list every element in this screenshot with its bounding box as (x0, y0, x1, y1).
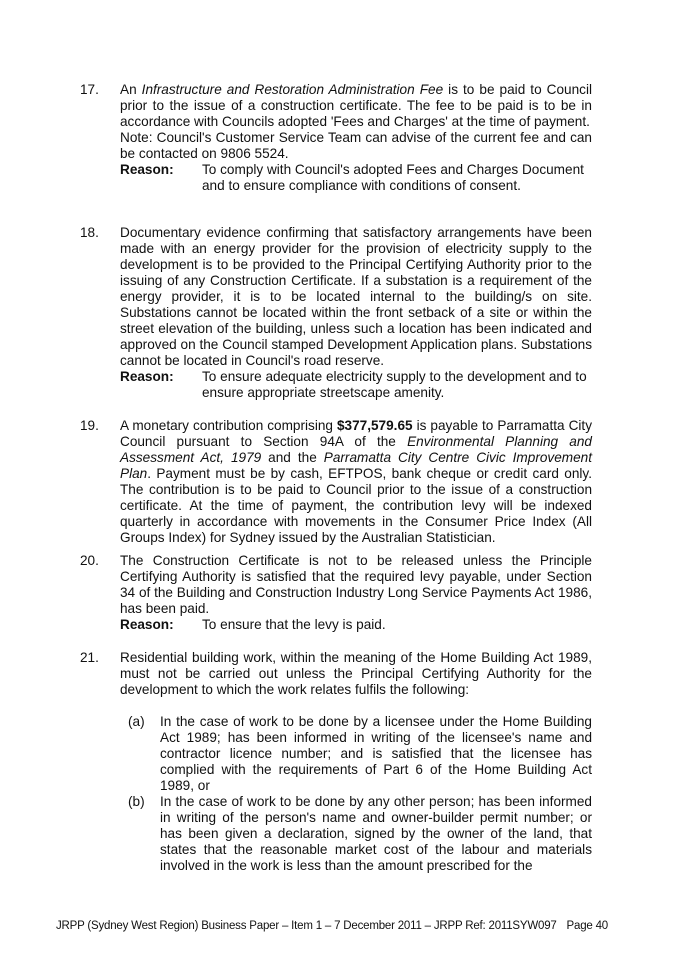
condition-20 (82, 553, 592, 633)
reason-block (120, 369, 592, 401)
contribution-amount: $377,579.65 (336, 418, 413, 433)
reason-label: Reason: (120, 369, 174, 384)
condition-number: 21. (80, 650, 99, 665)
reason-text: To comply with Council's adopted Fees and Charges Document and to ensure compliance with conditions of consent. (202, 162, 584, 193)
reason-text: To ensure adequate electricity supply to the development and to ensure appropriate streetscape amenity. (202, 369, 587, 400)
act-name: Environmental Planning and Assessment Act, 1979 (120, 434, 592, 465)
condition-19 (82, 418, 592, 546)
subitem-label: (a) (128, 714, 145, 729)
subitem-text: In the case of work to be done by a licensee under the Home Building Act 1989; has been informed in writing of the licensee's name and contractor licence number; and is satisfied that the licensee has complied with the requirements of Part 6 of the Home Building Act 1989, or (160, 714, 592, 793)
condition-note: Note: Council's Customer Service Team can advise of the current fee and can be contacted on 9806 5524. (120, 130, 592, 161)
condition-text: An Infrastructure and Restoration Administration Fee is to be paid to Council prior to the issue of a construction certificate. The fee to be paid is to be in accordance with Councils adopted 'Fees and Charges' at the time of payment. (120, 82, 592, 129)
footer-reference: JRPP (Sydney West Region) Business Paper – Item 1 – 7 December 2011 – JRPP Ref: 2011SYW097 (56, 920, 557, 932)
fee-name: Infrastructure and Restoration Administration Fee (141, 82, 444, 97)
condition-number: 17. (80, 82, 99, 97)
page-footer (56, 920, 608, 932)
condition-text: A monetary contribution comprising $377,579.65 is payable to Parramatta City Council pursuant to Section 94A of the Environmental Planning and Assessment Act, 1979 and the Parramatta City Centre Civic Improvement Plan. Payment must be by cash, EFTPOS, bank cheque or credit card only. The contribution is to be paid to Council prior to the issue of a construction certificate. At the time of payment, the contribution levy will be indexed quarterly in accordance with movements in the Consumer Price Index (All Groups Index) for Sydney issued by the Australian Statistician. (120, 418, 593, 545)
condition-number: 18. (80, 225, 99, 240)
condition-text: The Construction Certificate is not to be released unless the Principle Certifying Authority is satisfied that the required levy payable, under Section 34 of the Building and Construction Industry Long Service Payments Act 1986, has been paid. (120, 553, 592, 616)
plan-name: Parramatta City Centre Civic Improvement Plan (120, 450, 592, 481)
condition-21 (82, 650, 592, 874)
condition-number: 20. (80, 553, 99, 568)
reason-label: Reason: (120, 617, 174, 632)
page-number: Page 40 (566, 920, 608, 932)
condition-18 (82, 225, 592, 401)
reason-label: Reason: (120, 162, 174, 177)
subitem-a (120, 714, 592, 794)
reason-block (120, 617, 592, 633)
reason-block (120, 162, 592, 194)
condition-text: Documentary evidence confirming that satisfactory arrangements have been made with an energy provider for the provision of electricity supply to the development is to be provided to the Principal Certifying Authority prior to the issuing of any Construction Certificate. If a substation is a requirement of the energy provider, it is to be located internal to the building/s on site. Substations cannot be located within the front setback of a site or within the street elevation of the building, unless such a location has been indicated and approved on the Council stamped Development Application plans. Substations cannot be located in Council's road reserve. (120, 225, 592, 368)
subitem-label: (b) (128, 794, 145, 809)
reason-text: To ensure that the levy is paid. (202, 617, 386, 632)
condition-17 (82, 82, 592, 194)
subitem-b (120, 794, 592, 874)
condition-number: 19. (80, 418, 99, 433)
condition-text: Residential building work, within the meaning of the Home Building Act 1989, must not be carried out unless the Principal Certifying Authority for the development to which the work relates fulfils the following: (120, 650, 592, 697)
subitem-text: In the case of work to be done by any other person; has been informed in writing of the person's name and owner-builder permit number; or has been given a declaration, signed by the owner of the land, that states that the reasonable market cost of the labour and materials involved in the work is less than the amount prescribed for the (160, 794, 592, 873)
